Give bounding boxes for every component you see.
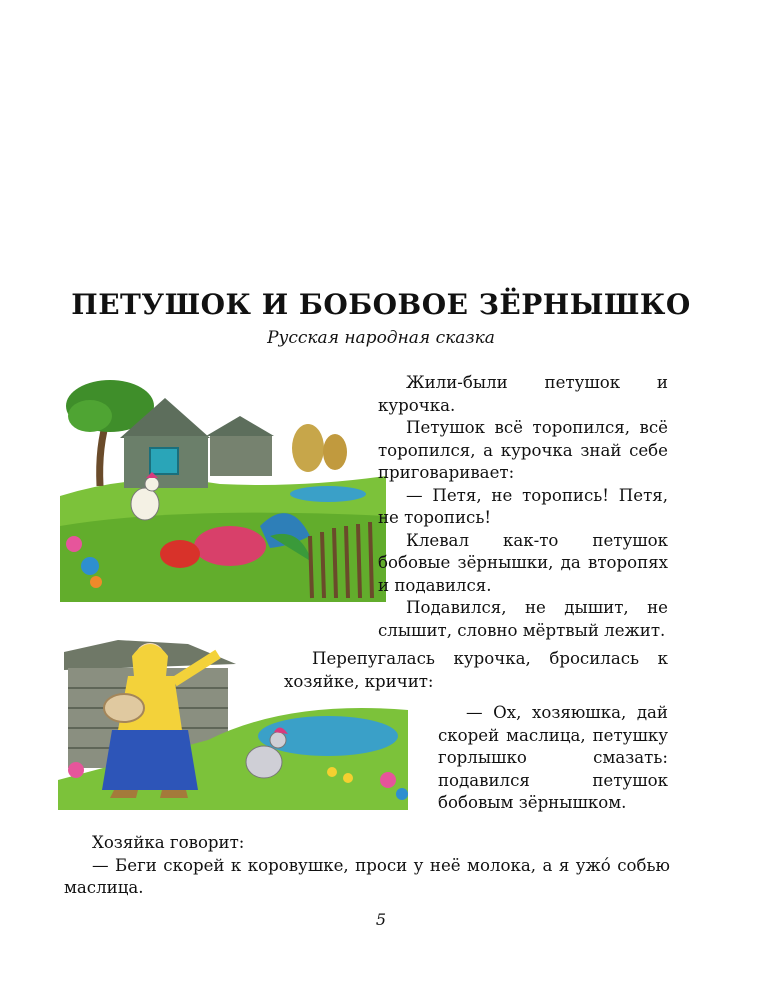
story-text-block-3 [438,702,668,815]
paragraph: — Ох, хозяюшка, дай скорей маслица, петушку горлышко смазать: подавился петушок бобовым зёрнышком. [438,703,668,812]
illustration-cottage-rooster [60,376,386,602]
paragraph: Клевал как-то петушок бобовые зёрнышки, да второпях и подавился. [378,530,668,595]
story-text-block-4 [64,832,670,900]
story-text-block-1 [378,372,668,642]
story-title: ПЕТУШОК И БОБОВОЕ ЗЁРНЫШКО [71,288,691,321]
paragraph: Перепугалась курочка, бросилась к хозяйке, кричит: [284,649,668,691]
story-text-block-2 [284,648,668,693]
paragraph: Петушок всё торопился, всё торопился, а курочка знай себе приговаривает: [378,418,668,482]
paragraph: Подавился, не дышит, не слышит, словно мёртвый лежит. [378,598,668,640]
paragraph: Хозяйка говорит: [92,833,245,852]
paragraph: — Беги скорей к коровушке, проси у неё молока, а я ужó собью маслица. [64,855,670,897]
story-subtitle: Русская народная сказка [267,328,495,348]
page-number: 5 [375,910,387,929]
paragraph: — Петя, не торопись! Петя, не торопись! [378,485,668,527]
paragraph: Жили-были петушок и курочка. [378,373,668,415]
